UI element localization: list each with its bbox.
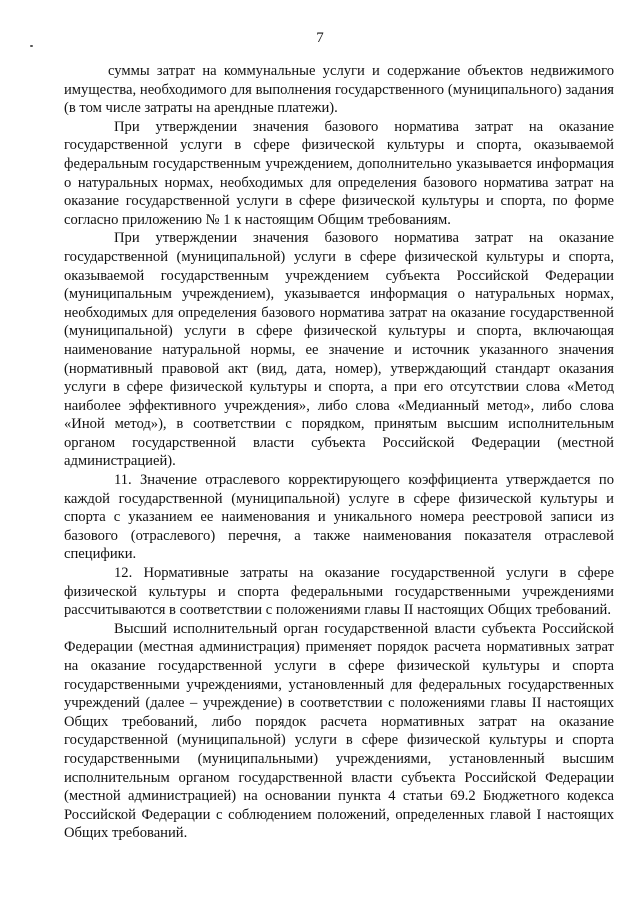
paragraph-federal-natural-norms: При утверждении значения базового норматива затрат на оказание государственной услуги в сфере физической культуры и спорта, оказываемой федеральным государственным учреждением, дополнительно указывается информация о натуральных нормах, необходимых для определения базового норматива затрат на оказание государственной услуги в сфере физической культуры и спорта, по форме согласно приложению № 1 к настоящим Общим требованиям. — [64, 118, 614, 228]
paragraph-item-11: 11. Значение отраслевого корректирующего коэффициента утверждается по каждой государственной (муниципальной) услуге в сфере физической культуры и спорта с указанием ее наименования и уникального номера реестровой записи из базового (отраслевого) перечня, а также наименования показателя отраслевой специфики. — [64, 472, 614, 563]
document-body — [64, 62, 614, 843]
paragraph-regional-natural-norms: При утверждении значения базового норматива затрат на оказание государственной (муниципальной) услуги в сфере физической культуры и спорта, оказываемой государственным учреждением субъекта Российской Федерации (муниципальным учреждением), указывается информация о натуральных нормах, необходимых для определения базового норматива затрат на оказание государственной (муниципальной) услуги в сфере физической культуры и спорта, включающая наименование натуральной нормы, ее значение и источник указанного значения (нормативный правовой акт (вид, дата, номер), утверждающий стандарт оказания услуги в сфере физической культуры и спорта, а при его отсутствии слова «Метод наиболее эффективного учреждения», либо слова «Медианный метод», либо слова «Иной метод»), в соответствии с порядком, принятым высшим исполнительным органом государственной власти субъекта Российской Федерации (местной администрацией). — [64, 230, 614, 470]
paragraph-regional-calculation-order: Высший исполнительный орган государственной власти субъекта Российской Федерации (местная администрация) применяет порядок расчета нормативных затрат на оказание государственной услуги в сфере физической культуры и спорта государственными учреждениями, установленный для федеральных государственных учреждений (далее – учреждение) в соответствии с положениями главы II настоящих Общих требований, либо порядок расчета нормативных затрат на оказание государственной (муниципальной) услуги в сфере физической культуры и спорта государственными (муниципальными) учреждениями, установленный высшим исполнительным органом государственной власти субъекта Российской Федерации (местной администрацией) на основании пункта 4 статьи 69.2 Бюджетного кодекса Российской Федерации с соблюдением положений, определенных главой I настоящих Общих требований. — [64, 620, 614, 842]
paragraph-continuation: суммы затрат на коммунальные услуги и содержание объектов недвижимого имущества, необходимого для выполнения государственного (муниципального) задания (в том числе затраты на арендные платежи). — [64, 63, 614, 117]
paragraph-item-12: 12. Нормативные затраты на оказание государственной услуги в сфере физической культуры и спорта федеральными государственными учреждениями рассчитываются в соответствии с положениями главы II настоящих Общих требований. — [64, 565, 614, 619]
page-number: 7 — [316, 30, 324, 46]
